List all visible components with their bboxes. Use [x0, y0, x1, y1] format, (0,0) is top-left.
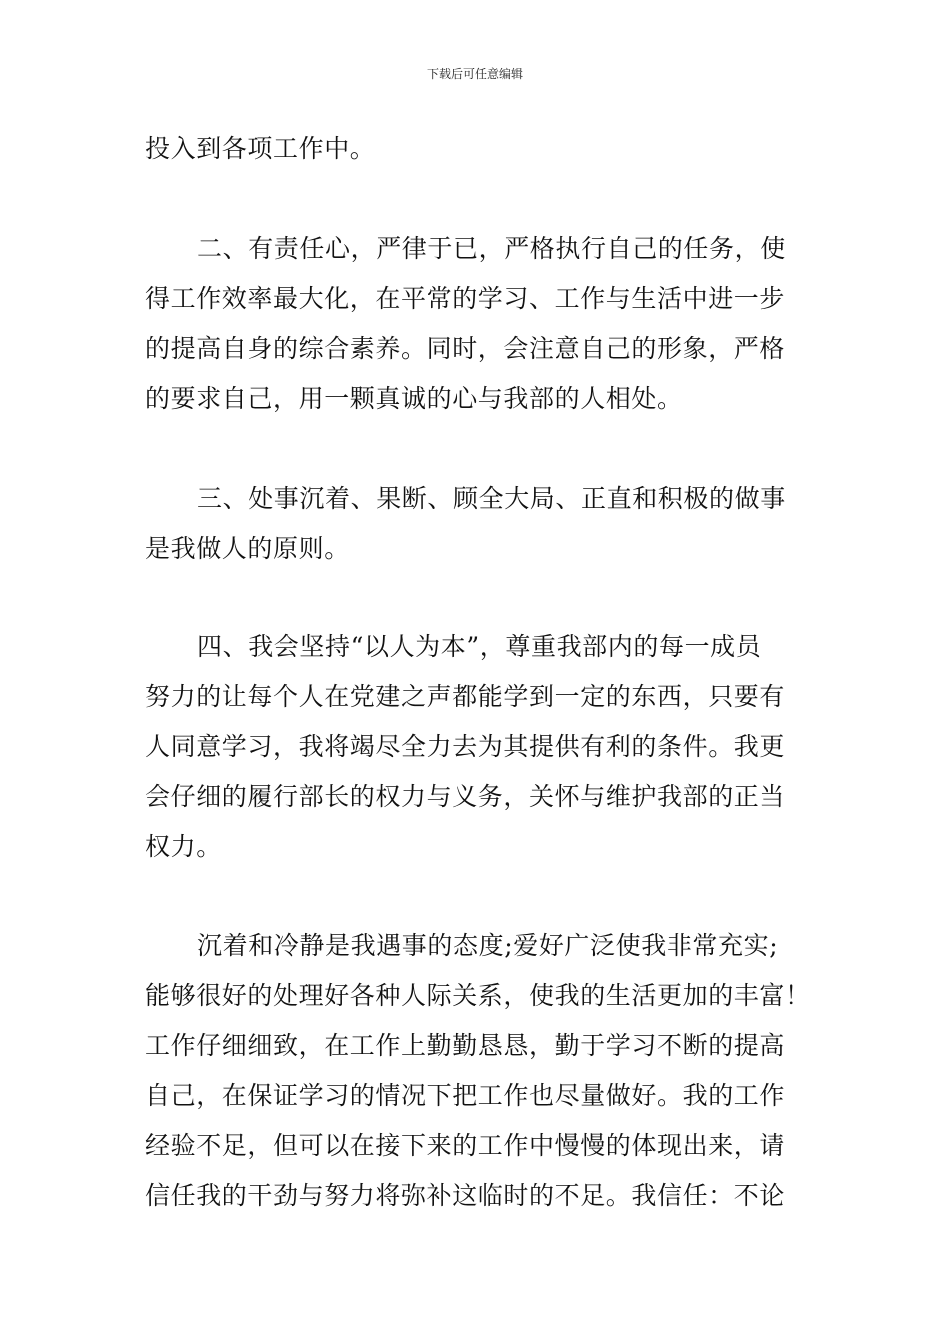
text-line: 人同意学习，我将竭尽全力去为其提供有利的条件。我更	[145, 732, 786, 761]
text-line: 的提高自身的综合素养。同时，会注意自己的形象，严格	[145, 334, 786, 363]
text-line: 得工作效率最大化，在平常的学习、工作与生活中进一步	[145, 284, 786, 313]
text-line: 自己，在保证学习的情况下把工作也尽量做好。我的工作	[145, 1081, 786, 1110]
text-line: 权力。	[145, 832, 222, 861]
text-line: 二、有责任心，严律于已，严格执行自己的任务，使	[197, 234, 786, 263]
text-line: 投入到各项工作中。	[145, 134, 376, 163]
text-line: 能够很好的处理好各种人际关系，使我的生活更加的丰富！	[145, 981, 811, 1010]
text-line: 信任我的干劲与努力将弥补这临时的不足。我信任：不论	[145, 1181, 786, 1210]
text-line: 四、我会坚持“以人为本”，尊重我部内的每一成员	[197, 632, 762, 661]
text-line: 沉着和冷静是我遇事的态度;爱好广泛使我非常充实;	[197, 931, 779, 960]
text-line: 是我做人的原则。	[145, 534, 350, 563]
text-line: 工作仔细细致，在工作上勤勤恳恳，勤于学习不断的提高	[145, 1031, 786, 1060]
text-line: 经验不足，但可以在接下来的工作中慢慢的体现出来，请	[145, 1131, 786, 1160]
text-line: 会仔细的履行部长的权力与义务，关怀与维护我部的正当	[145, 782, 786, 811]
page-header: 下载后可任意编辑	[426, 67, 523, 81]
text-line: 的要求自己，用一颗真诚的心与我部的人相处。	[145, 384, 683, 413]
text-line: 努力的让每个人在党建之声都能学到一定的东西，只要有	[145, 682, 786, 711]
text-line: 三、处事沉着、果断、顾全大局、正直和积极的做事	[197, 484, 786, 513]
